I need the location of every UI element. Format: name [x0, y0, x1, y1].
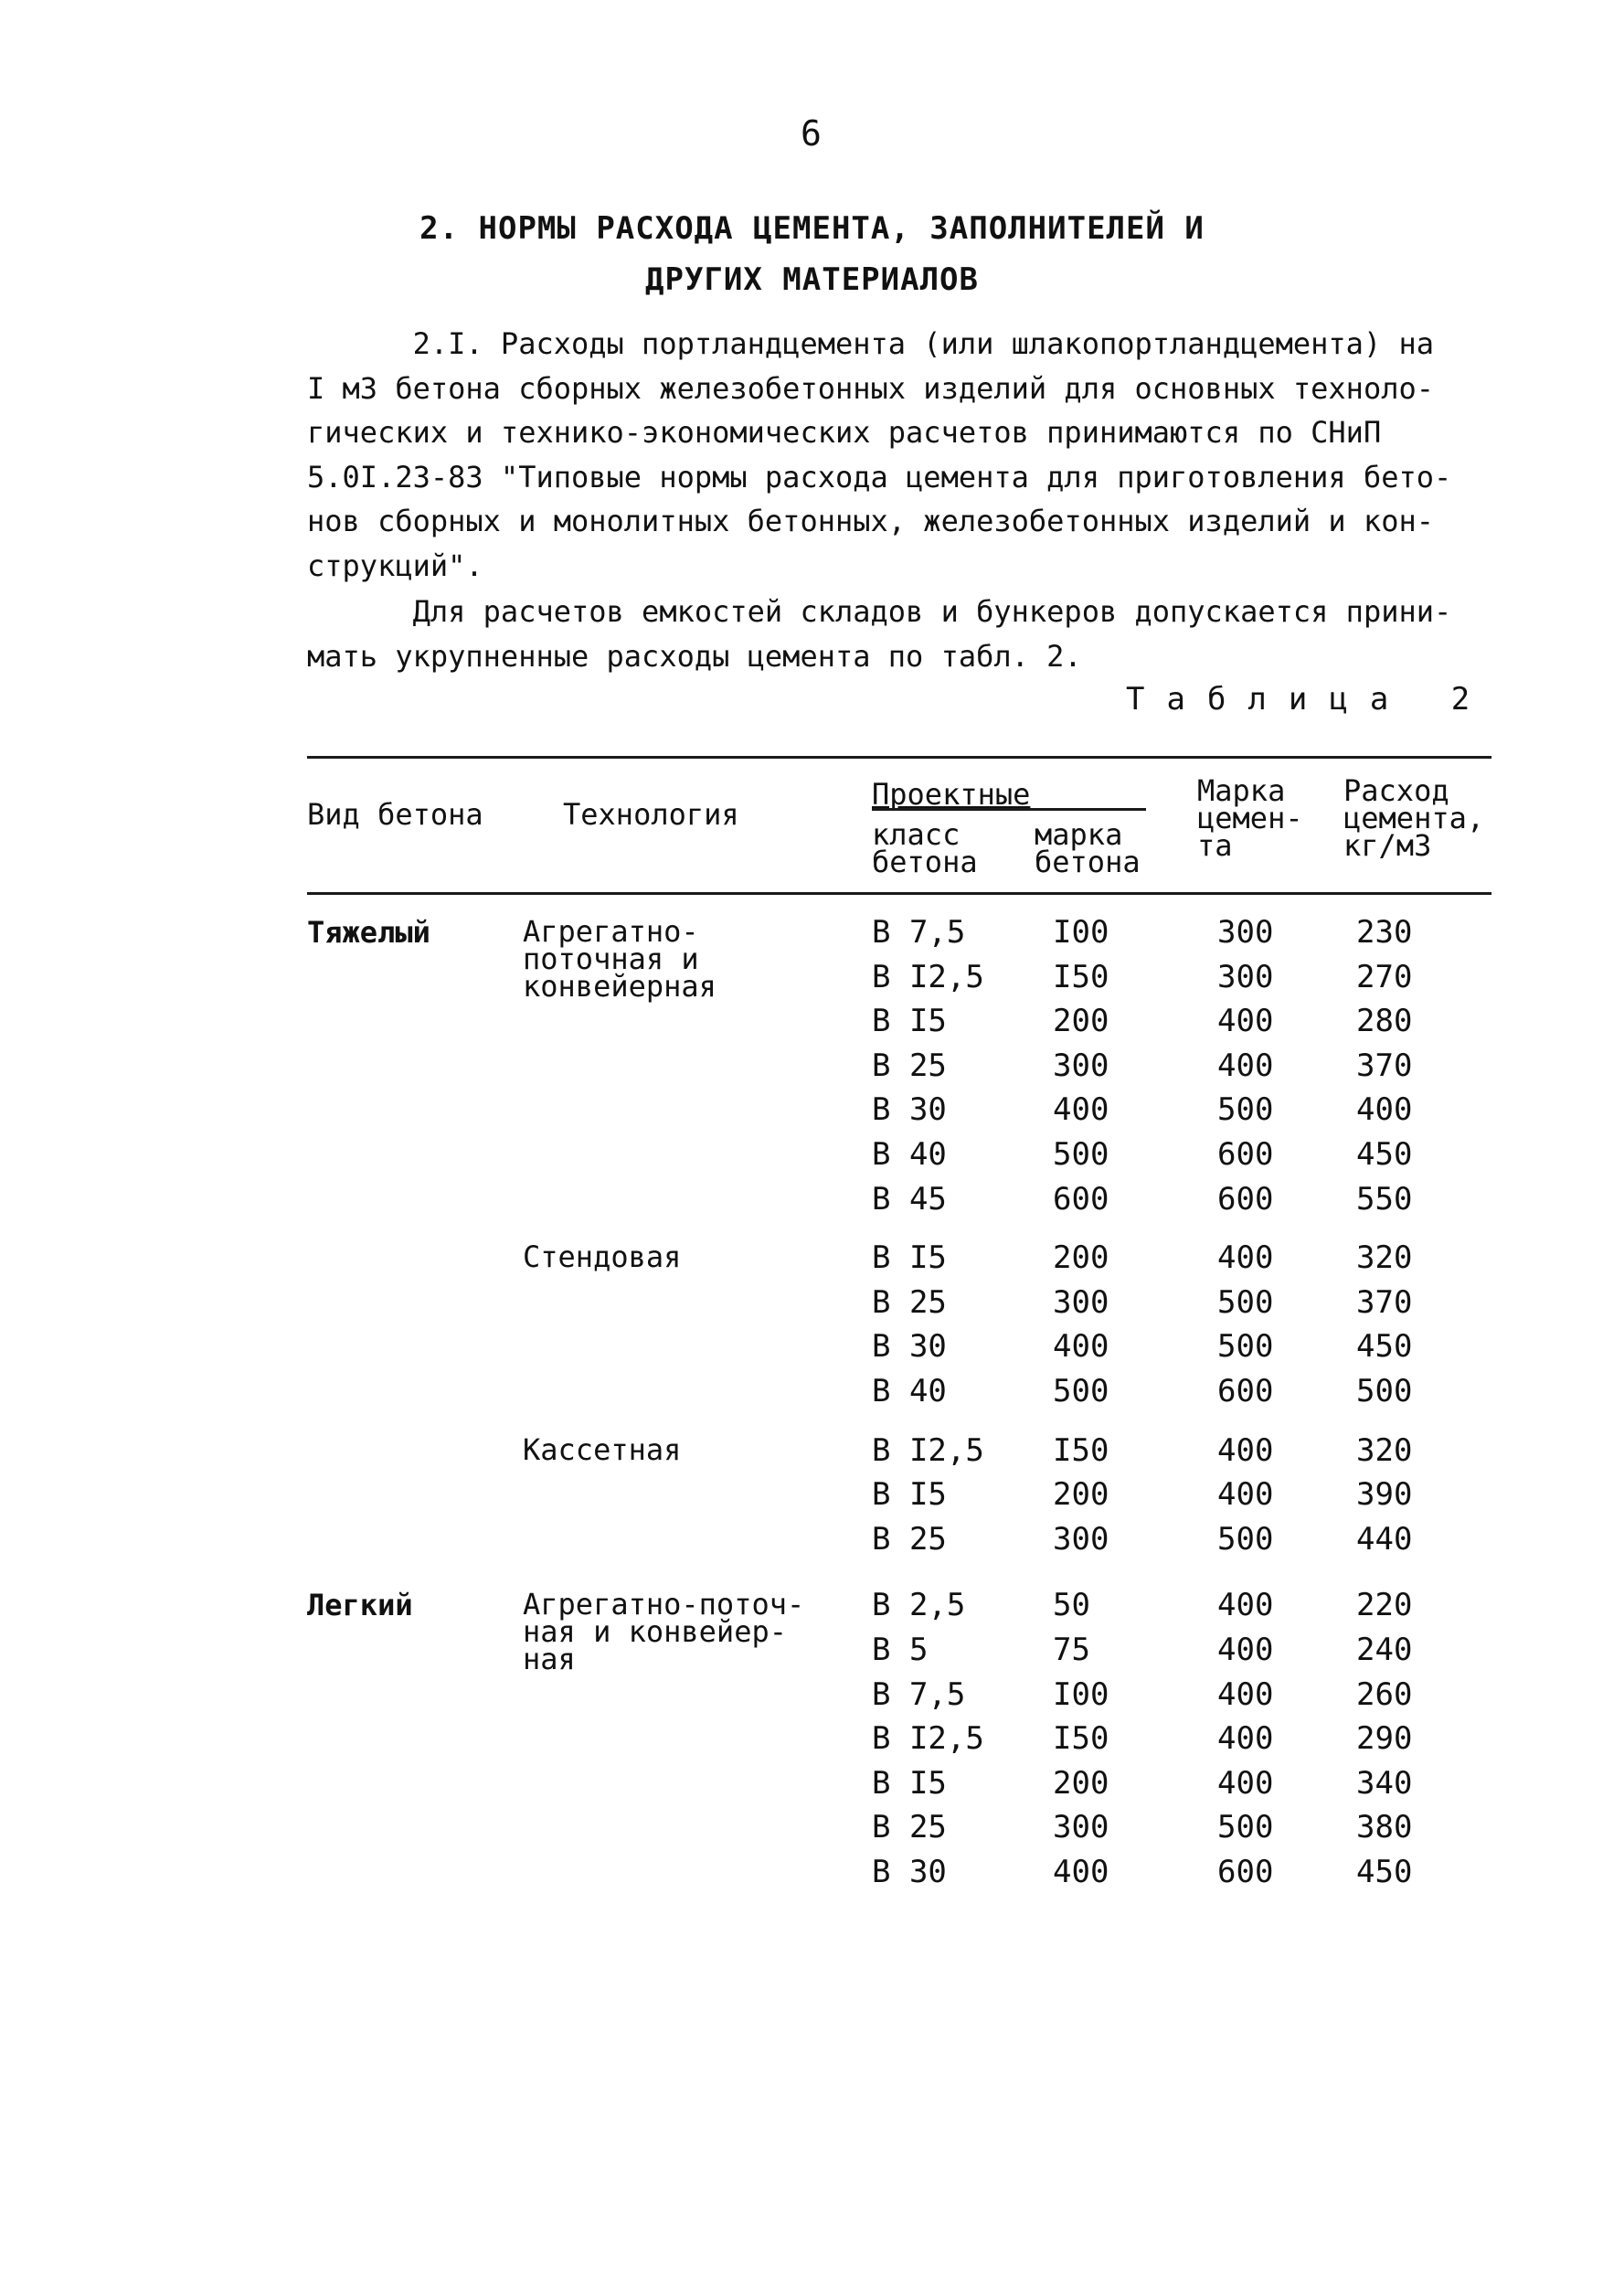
technology-label-line: ная и конвейер- [523, 1614, 787, 1650]
cell-cement-consumption: 280 [1356, 1003, 1413, 1040]
cell-cement-consumption: 290 [1356, 1720, 1413, 1758]
cell-concrete-class: В 25 [872, 1809, 947, 1846]
cell-concrete-grade: 75 [1053, 1632, 1090, 1668]
section-heading [0, 203, 1624, 305]
cell-concrete-class: В I5 [872, 1476, 947, 1514]
cell-concrete-class: В I5 [872, 1764, 947, 1802]
cell-cement-grade: 400 [1217, 1632, 1274, 1668]
cell-cement-consumption: 270 [1356, 958, 1413, 995]
paragraph-line: гических и технико-экономических расчетов принимаются по СНиП [307, 415, 1382, 450]
cell-concrete-class: В I5 [872, 1239, 947, 1277]
cell-cement-consumption: 320 [1356, 1431, 1413, 1469]
cell-cement-grade: 300 [1217, 914, 1274, 951]
cell-cement-consumption: 450 [1356, 1136, 1413, 1173]
cell-cement-consumption: 320 [1356, 1239, 1413, 1277]
header-grade [1035, 817, 1141, 879]
header-concrete-type: Вид бетона [307, 797, 483, 832]
technology-label-line: Агрегатно- [523, 914, 699, 949]
header-class [872, 817, 978, 879]
cell-cement-consumption: 390 [1356, 1476, 1413, 1514]
cell-concrete-grade: 200 [1053, 1764, 1109, 1802]
cell-cement-consumption: 450 [1356, 1328, 1413, 1366]
cell-cement-consumption: 370 [1356, 1283, 1413, 1321]
technology-label [523, 914, 716, 1004]
cell-cement-grade: 600 [1217, 1180, 1274, 1218]
cell-concrete-class: В 25 [872, 1283, 947, 1321]
paragraph-line: нов сборных и монолитных бетонных, железобетонных изделий и кон- [307, 504, 1434, 538]
cell-cement-grade: 400 [1217, 1047, 1274, 1084]
header-class-line: класс [872, 817, 961, 852]
cell-concrete-grade: I50 [1053, 1720, 1109, 1758]
cell-concrete-grade: 200 [1053, 1239, 1109, 1277]
paragraph-line: струкций". [307, 548, 483, 583]
cell-cement-consumption: 220 [1356, 1587, 1413, 1624]
cell-concrete-class: В 25 [872, 1520, 947, 1558]
cell-concrete-grade: 600 [1053, 1180, 1109, 1218]
section-heading-line-1: 2. НОРМЫ РАСХОДА ЦЕМЕНТА, ЗАПОЛНИТЕЛЕЙ И [419, 210, 1205, 247]
cell-concrete-grade: 400 [1053, 1328, 1109, 1366]
cell-concrete-grade: 500 [1053, 1373, 1109, 1409]
cell-concrete-class: В 40 [872, 1373, 947, 1409]
cell-cement-grade: 600 [1217, 1373, 1274, 1409]
cell-cement-consumption: 440 [1356, 1520, 1413, 1558]
cell-concrete-class: В 25 [872, 1047, 947, 1084]
technology-label-line: конвейерная [523, 969, 716, 1004]
cell-concrete-grade: 300 [1053, 1520, 1109, 1558]
cell-cement-consumption: 370 [1356, 1047, 1413, 1084]
cell-concrete-class: В I2,5 [872, 958, 984, 995]
technology-label-line: Агрегатно-поточ- [523, 1587, 805, 1622]
header-grade-line: бетона [1035, 845, 1141, 879]
header-cement-grade-line: цемен- [1197, 801, 1303, 835]
cell-cement-consumption: 400 [1356, 1091, 1413, 1129]
cell-cement-grade: 500 [1217, 1328, 1274, 1366]
technology-label-line: поточная и [523, 941, 699, 976]
header-cement-grade-line: Марка [1197, 773, 1286, 808]
cell-concrete-grade: 400 [1053, 1854, 1109, 1890]
cell-cement-consumption: 260 [1356, 1675, 1413, 1713]
cell-cement-grade: 400 [1217, 1476, 1274, 1514]
technology-label [523, 1239, 682, 1275]
cell-concrete-class: В I2,5 [872, 1720, 984, 1758]
table-header-rule [307, 892, 1491, 895]
cell-concrete-grade: 200 [1053, 1003, 1109, 1040]
cell-cement-grade: 400 [1217, 1003, 1274, 1040]
technology-label-line: Кассетная [523, 1431, 682, 1467]
concrete-type-label: Легкий [307, 1588, 413, 1623]
cell-concrete-grade: 50 [1053, 1587, 1090, 1624]
cell-cement-grade: 400 [1217, 1587, 1274, 1624]
technology-label [523, 1431, 682, 1467]
section-heading-line-2: ДРУГИХ МАТЕРИАЛОВ [645, 261, 979, 298]
cell-cement-grade: 500 [1217, 1520, 1274, 1558]
cell-concrete-grade: 200 [1053, 1476, 1109, 1514]
cell-concrete-class: В I2,5 [872, 1431, 984, 1469]
cell-cement-grade: 500 [1217, 1809, 1274, 1846]
cell-cement-grade: 400 [1217, 1720, 1274, 1758]
cell-concrete-class: В 5 [872, 1632, 929, 1668]
cell-concrete-class: В 45 [872, 1180, 947, 1218]
cell-concrete-class: В 7,5 [872, 914, 966, 951]
paragraph-line: Для расчетов емкостей складов и бункеров допускается прини- [307, 594, 1452, 629]
header-consumption-line: кг/м3 [1343, 828, 1432, 863]
cell-cement-grade: 400 [1217, 1239, 1274, 1277]
cell-cement-consumption: 340 [1356, 1764, 1413, 1802]
cell-concrete-grade: I50 [1053, 1431, 1109, 1469]
header-design-underline [872, 808, 1146, 811]
header-grade-line: марка [1035, 817, 1123, 852]
paragraph-storage [307, 590, 1491, 678]
cell-concrete-grade: I50 [1053, 958, 1109, 995]
header-consumption-line: Расход [1343, 773, 1449, 808]
header-consumption-line: цемента, [1343, 801, 1485, 835]
table-caption: Таблица 2 [1126, 681, 1492, 718]
header-consumption [1343, 773, 1485, 863]
table-top-rule [307, 756, 1491, 759]
cell-concrete-class: В 40 [872, 1136, 947, 1173]
cell-concrete-grade: 300 [1053, 1283, 1109, 1321]
cell-concrete-class: В 2,5 [872, 1587, 966, 1624]
cell-concrete-class: В 30 [872, 1328, 947, 1366]
page-number: 6 [801, 113, 823, 154]
cell-cement-grade: 600 [1217, 1854, 1274, 1890]
technology-label-line: Стендовая [523, 1239, 682, 1275]
cell-concrete-grade: 500 [1053, 1136, 1109, 1173]
paragraph-2-1 [307, 322, 1491, 588]
technology-label-line: ная [523, 1642, 576, 1677]
cell-cement-grade: 400 [1217, 1675, 1274, 1713]
cell-cement-grade: 400 [1217, 1764, 1274, 1802]
cell-concrete-class: В 30 [872, 1854, 947, 1890]
header-cement-grade [1197, 773, 1303, 863]
cell-cement-grade: 500 [1217, 1283, 1274, 1321]
paragraph-line: мать укрупненные расходы цемента по табл. 2. [307, 638, 1082, 674]
header-class-line: бетона [872, 845, 978, 879]
cell-concrete-grade: 400 [1053, 1091, 1109, 1129]
cell-cement-grade: 400 [1217, 1431, 1274, 1469]
concrete-type-label: Тяжелый [307, 915, 430, 950]
cell-cement-grade: 500 [1217, 1091, 1274, 1129]
paragraph-line: 2.I. Расходы портландцемента (или шлакопортландцемента) на [307, 326, 1434, 361]
cell-concrete-class: В 7,5 [872, 1675, 966, 1713]
cell-cement-consumption: 230 [1356, 914, 1413, 951]
cell-concrete-class: В I5 [872, 1003, 947, 1040]
header-design-group: Проектные [872, 777, 1031, 812]
cell-cement-consumption: 450 [1356, 1854, 1413, 1890]
cell-cement-consumption: 550 [1356, 1180, 1413, 1218]
cell-cement-consumption: 380 [1356, 1809, 1413, 1846]
cell-concrete-grade: 300 [1053, 1047, 1109, 1084]
technology-label [523, 1587, 805, 1677]
cell-concrete-grade: 300 [1053, 1809, 1109, 1846]
cell-cement-consumption: 500 [1356, 1373, 1413, 1409]
cell-cement-grade: 600 [1217, 1136, 1274, 1173]
header-cement-grade-line: та [1197, 828, 1233, 863]
header-technology: Технология [563, 797, 739, 832]
cell-cement-grade: 300 [1217, 958, 1274, 995]
cell-cement-consumption: 240 [1356, 1632, 1413, 1668]
cell-concrete-grade: I00 [1053, 1675, 1109, 1713]
cell-concrete-grade: I00 [1053, 914, 1109, 951]
cell-concrete-class: В 30 [872, 1091, 947, 1129]
paragraph-line: I м3 бетона сборных железобетонных изделий для основных техноло- [307, 370, 1434, 406]
paragraph-line: 5.0I.23-83 "Типовые нормы расхода цемента для приготовления бето- [307, 459, 1452, 495]
